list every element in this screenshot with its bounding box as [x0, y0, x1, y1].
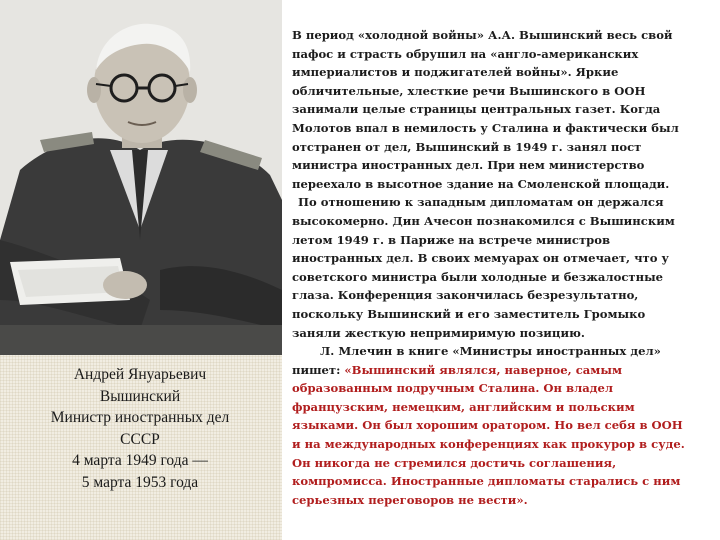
body-line: заняли жесткую непримиримую позицию.	[292, 325, 585, 340]
body-line: иностранных дел. В своих мемуарах он отмечает, что у	[292, 251, 669, 266]
quote-line: и на международных конференциях как прокурор в суде.	[292, 437, 685, 452]
body-line: По отношению к западным дипломатам он держался	[298, 195, 664, 210]
body-line: летом 1949 г. в Париже на встрече министров	[292, 232, 611, 247]
body-line: министра иностранных дел. При нем министерство	[292, 158, 645, 173]
quote-line: Он никогда не стремился достичь соглашения,	[292, 455, 617, 470]
body-line: Молотов впал в немилость у Сталина и фактически был	[292, 120, 679, 135]
quote-line: языками. Он был хорошим оратором. Но вел себя в ООН	[292, 418, 683, 433]
body-line: высокомерно. Дин Ачесон познакомился с Вышинским	[292, 213, 675, 228]
caption-line-name: Андрей Януарьевич	[73, 366, 207, 383]
left-panel	[0, 0, 282, 540]
caption-line-country: СССР	[120, 430, 160, 448]
body-line: глаза. Конференция закончилась безрезультатно,	[292, 288, 639, 303]
quote-line: образованным подручным Сталина. Он владел	[292, 381, 614, 396]
quote-start-line	[292, 361, 708, 380]
portrait-photo	[0, 0, 282, 355]
body-line: занимали целые страницы центральных газет. Когда	[292, 102, 661, 117]
caption-line-term-end: 5 марта 1953 года	[81, 473, 199, 491]
body-line: отстранен от дел, Вышинский в 1949 г. занял пост	[292, 139, 642, 154]
quote-line: компромисса. Иностранные дипломаты старались с ним	[292, 474, 681, 489]
body-line: советского министра были холодные и безжалостные	[292, 269, 664, 284]
body-line: империалистов и поджигателей войны». Яркие	[292, 65, 619, 80]
quote-first: «Вышинский являлся, наверное, самым	[344, 362, 623, 377]
quote-intro: пишет:	[292, 362, 345, 377]
body-line: В период «холодной войны» А.А. Вышинский весь свой	[292, 28, 673, 42]
body-line: обличительные, хлесткие речи Вышинского в ООН	[292, 83, 646, 98]
body-line: переехало в высотное здание на Смоленской площади.	[292, 176, 670, 191]
body-line: Л. Млечин в книге «Министры иностранных дел»	[320, 344, 661, 359]
caption-line-surname: Вышинский	[99, 387, 181, 405]
body-line: поскольку Вышинский и его заместитель Громыко	[292, 306, 646, 321]
portrait-caption	[20, 364, 260, 493]
quote-line: серьезных переговоров не вести».	[292, 492, 528, 507]
article-body	[292, 26, 708, 509]
quote-line: французским, немецким, английским и польским	[292, 399, 635, 414]
body-line: пафос и страсть обрушил на «англо-американских	[292, 46, 639, 61]
caption-line-position: Министр иностранных дел	[50, 409, 230, 426]
caption-line-term-start: 4 марта 1949 года —	[72, 452, 208, 469]
